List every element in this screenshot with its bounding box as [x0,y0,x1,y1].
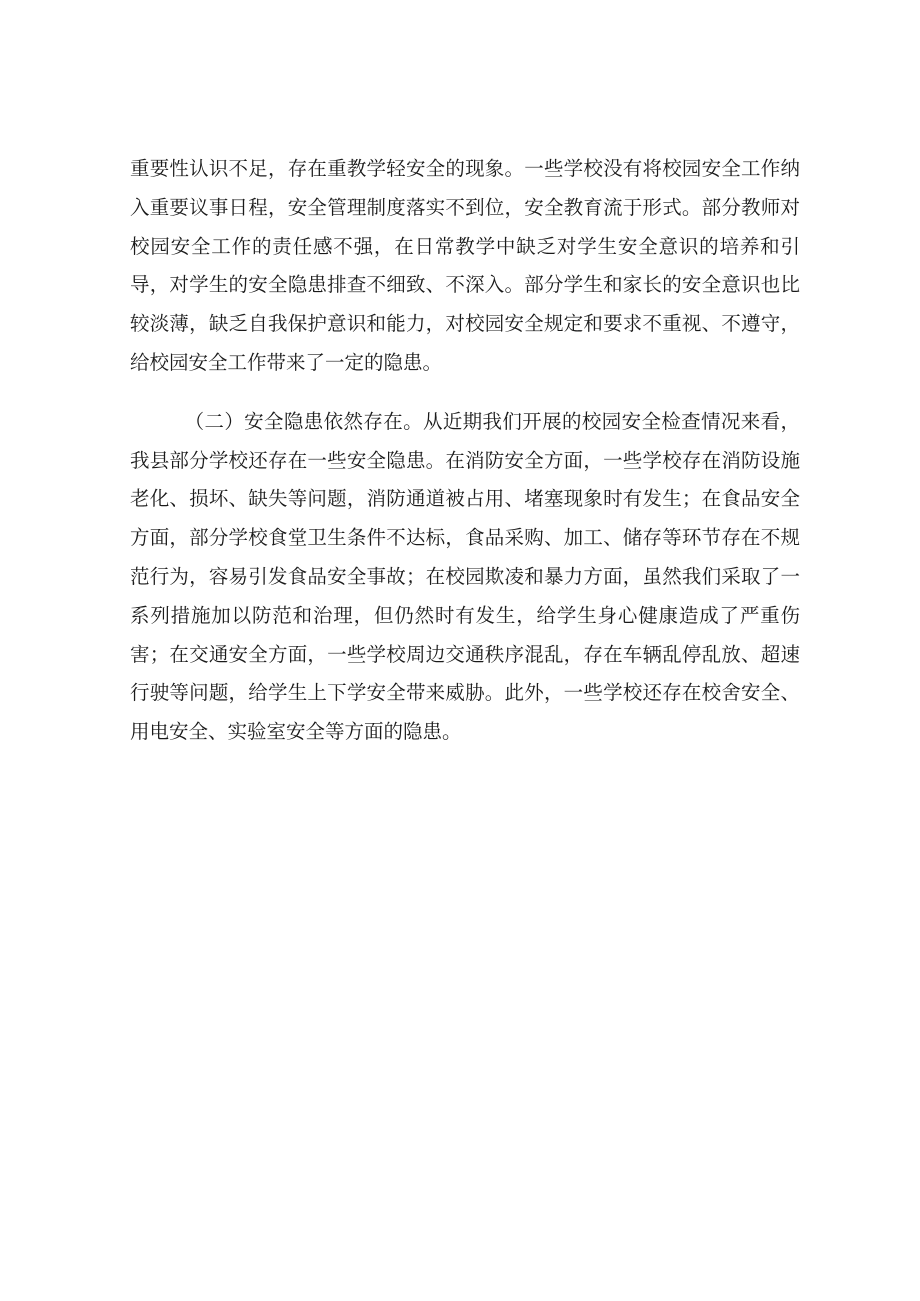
paragraph-2: （二）安全隐患依然存在。从近期我们开展的校园安全检查情况来看，我县部分学校还存在一些安全隐患。在消防安全方面，一些学校存在消防设施老化、损坏、缺失等问题，消防通道被占用、堵塞现象时有发生；在食品安全方面，部分学校食堂卫生条件不达标，食品采购、加工、储存等环节存在不规范行为，容易引发食品安全事故；在校园欺凌和暴力方面，虽然我们采取了一系列措施加以防范和治理，但仍然时有发生，给学生身心健康造成了严重伤害；在交通安全方面，一些学校周边交通秩序混乱，存在车辆乱停乱放、超速行驶等问题，给学生上下学安全带来威胁。此外，一些学校还存在校舍安全、用电安全、实验室安全等方面的隐患。 [130,409,800,744]
document-body [130,150,800,752]
paragraph-1: 重要性认识不足，存在重教学轻安全的现象。一些学校没有将校园安全工作纳入重要议事日程，安全管理制度落实不到位，安全教育流于形式。部分教师对校园安全工作的责任感不强，在日常教学中缺乏对学生安全意识的培养和引导，对学生的安全隐患排查不细致、不深入。部分学生和家长的安全意识也比较淡薄，缺乏自我保护意识和能力，对校园安全规定和要求不重视、不遵守，给校园安全工作带来了一定的隐患。 [130,157,800,374]
